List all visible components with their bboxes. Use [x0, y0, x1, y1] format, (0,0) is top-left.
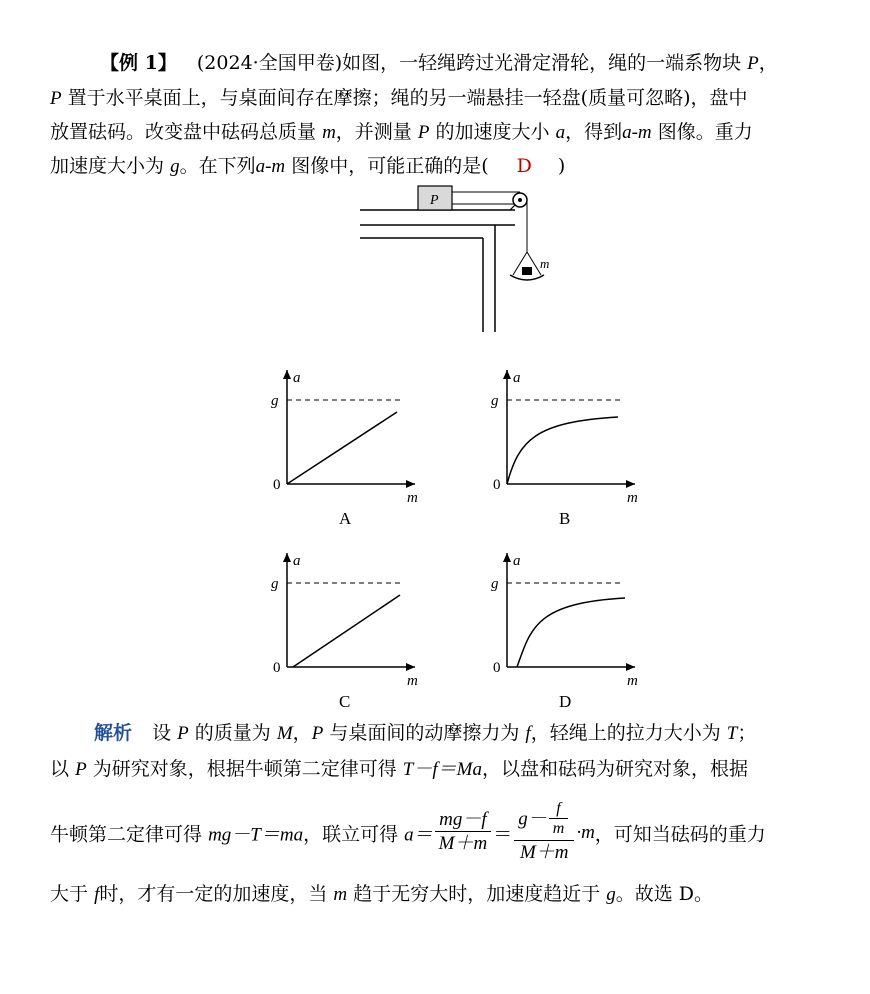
- question-text: 的加速度大小: [435, 121, 550, 143]
- question-text: ，得到: [565, 121, 623, 143]
- var-m: m: [322, 122, 336, 143]
- question-text: 放置砝码。改变盘中砝码总质量: [50, 121, 317, 143]
- graph-caption: C: [339, 692, 351, 711]
- question-line-1: [100, 54, 778, 73]
- var-P: P: [50, 88, 62, 109]
- nested-fraction: [549, 800, 569, 840]
- y-axis-arrow: [503, 370, 511, 379]
- asymptote-label: g: [271, 393, 279, 409]
- graph-curve: [507, 417, 618, 484]
- eq-lhs: a＝: [404, 824, 433, 846]
- punct: ): [557, 155, 566, 177]
- origin-label: 0: [493, 660, 501, 676]
- punct: ；: [737, 722, 757, 744]
- block-label: P: [430, 193, 439, 208]
- y-axis-arrow: [503, 553, 511, 562]
- graph-curve: [517, 598, 625, 667]
- solution-text: ，以盘和砝码为研究对象，根据: [481, 758, 748, 780]
- asymptote-label: g: [491, 576, 499, 592]
- fraction-2-num: [514, 800, 574, 841]
- solution-text: 为研究对象，根据牛顿第二定律可得: [92, 758, 397, 780]
- y-axis-label: a: [293, 553, 301, 569]
- y-axis-arrow: [283, 553, 291, 562]
- question-text: 图像。重力: [657, 121, 753, 143]
- var-f: f: [525, 723, 531, 744]
- question-line-3: [50, 123, 753, 142]
- solution-text: 。故选 D。: [615, 883, 714, 905]
- solution-text: 的质量为: [194, 722, 271, 744]
- solution-text: 时，才有一定的加速度，当: [99, 883, 328, 905]
- var-T: T: [726, 723, 738, 744]
- question-text: ，并测量: [335, 121, 412, 143]
- question-text: 图像中，可能正确的是(: [291, 155, 489, 177]
- question-line-2: [50, 89, 747, 108]
- solution-line-1: [94, 724, 756, 743]
- var-P: P: [177, 723, 189, 744]
- solution-text: ，联立可得: [303, 823, 399, 846]
- graph-caption: D: [559, 692, 572, 711]
- fraction-1: [435, 809, 492, 857]
- solution-line-2: [50, 760, 748, 779]
- var-P: P: [747, 53, 759, 74]
- fraction-1-den: M＋m: [438, 833, 488, 855]
- solution-line-4: [50, 885, 713, 904]
- solution-text: 设: [152, 722, 172, 744]
- solution-text: 趋于无穷大时，加速度趋近于: [353, 883, 601, 905]
- punct: ，: [758, 52, 778, 74]
- graph-C: [271, 553, 418, 711]
- question-line-4: [50, 157, 565, 176]
- graph-curve: [287, 412, 397, 484]
- x-axis-label: m: [407, 673, 418, 689]
- fraction-2-den: M＋m: [519, 842, 569, 864]
- solution-text: 与桌面间的动摩擦力为: [329, 722, 520, 744]
- var-g: g: [170, 156, 180, 177]
- x-axis-arrow: [406, 480, 415, 488]
- fraction-2: [514, 800, 574, 866]
- solution-label: 解析: [94, 722, 133, 744]
- graph-curve: [293, 595, 400, 667]
- var-M: M: [276, 723, 293, 744]
- x-axis-label: m: [407, 490, 418, 506]
- pan: [510, 275, 544, 280]
- fraction-1-num: mg－f: [435, 809, 492, 832]
- var-am: a-m: [255, 156, 286, 177]
- solution-text: 大于: [50, 883, 89, 905]
- question-source: (2024·全国甲卷): [196, 52, 343, 74]
- x-axis-arrow: [626, 480, 635, 488]
- y-axis-label: a: [513, 370, 521, 386]
- punct: ，: [292, 722, 312, 744]
- fraction-2-num-a: g－: [518, 808, 547, 830]
- equation-2: mg－T＝ma: [208, 824, 304, 846]
- var-P: P: [75, 759, 87, 780]
- var-P: P: [417, 122, 430, 143]
- y-axis-arrow: [283, 370, 291, 379]
- eq-tail: ·m: [576, 821, 595, 843]
- y-axis-label: a: [293, 370, 301, 386]
- solution-text: 以: [50, 758, 70, 780]
- graph-caption: B: [559, 509, 571, 528]
- y-axis-label: a: [513, 553, 521, 569]
- answer: D: [516, 155, 532, 177]
- weight: [522, 267, 532, 275]
- graph-A: [271, 370, 418, 528]
- nested-fraction-num: f: [549, 800, 569, 819]
- eq-mid: ＝: [493, 823, 513, 846]
- question-text: 加速度大小为: [50, 155, 165, 177]
- apparatus-diagram: [350, 180, 570, 340]
- solution-text: 牛顿第二定律可得: [50, 823, 203, 846]
- question-text: 置于水平桌面上，与桌面间存在摩擦；绳的另一端悬挂一轻盘(质量可忽略)，盘中: [67, 87, 748, 109]
- asymptote-label: g: [491, 393, 499, 409]
- asymptote-label: g: [271, 576, 279, 592]
- example-label: 【例 1】: [100, 52, 177, 74]
- origin-label: 0: [273, 660, 281, 676]
- x-axis-label: m: [627, 490, 638, 506]
- graphs-panel: [255, 362, 655, 717]
- var-g: g: [606, 884, 616, 905]
- var-P: P: [311, 723, 324, 744]
- var-m: m: [333, 884, 348, 905]
- equation-1: T－f＝Ma: [402, 759, 482, 780]
- var-a: a: [555, 122, 566, 143]
- nested-fraction-den: m: [552, 820, 565, 838]
- solution-text: ，可知当砝码的重力: [594, 823, 766, 846]
- x-axis-arrow: [626, 663, 635, 671]
- graph-B: [491, 370, 638, 528]
- var-f: f: [94, 884, 100, 905]
- origin-label: 0: [493, 477, 501, 493]
- graph-D: [491, 553, 638, 711]
- x-axis-arrow: [406, 663, 415, 671]
- x-axis-label: m: [627, 673, 638, 689]
- solution-line-3: [50, 800, 766, 866]
- solution-text: ，轻绳上的拉力大小为: [530, 722, 721, 744]
- pan-label: m: [540, 256, 550, 271]
- var-am: a-m: [622, 122, 652, 143]
- origin-label: 0: [273, 477, 281, 493]
- question-text: 。在下列: [179, 155, 256, 177]
- graph-caption: A: [339, 509, 352, 528]
- question-text: 如图，一轻绳跨过光滑定滑轮，绳的一端系物块: [342, 52, 742, 74]
